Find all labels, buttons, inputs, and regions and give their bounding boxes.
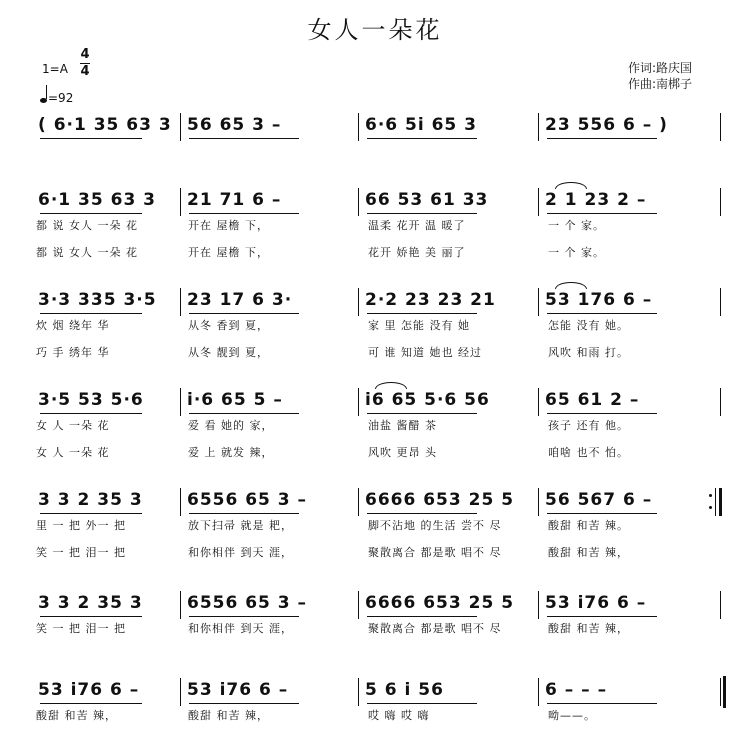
bar-line [180,591,181,619]
bar-line [538,288,539,316]
lyric-line: 孩子 还有 他。 [548,419,629,432]
tempo-value: =92 [48,91,74,105]
bar-line [358,113,359,141]
bar-line [720,113,721,141]
lyric-line: 脚不沾地 的生活 尝不 尽 [368,519,502,532]
bar-line [538,678,539,706]
lyric-line: 和你相伴 到天 涯， [188,622,293,635]
measure-notes: 21 71 6 – [187,190,282,210]
repeat-bar-line [715,488,716,516]
measure-notes: 23 17 6 3· [187,290,293,310]
composer: 作曲:南梆子 [627,77,692,91]
song-title: 女人一朵花 [307,16,443,44]
lyric-line: 和你相伴 到天 涯， [188,546,293,559]
beam-underline [367,213,477,214]
bar-line [538,388,539,416]
measure-notes: 23 556 6 – ) [545,115,668,135]
lyric-line: 开在 屋檐 下， [188,246,269,259]
lyric-line: 怎能 没有 她。 [548,319,629,332]
bar-line [358,388,359,416]
quarter-note-stem [46,85,47,99]
measure-notes: 3·3 335 3·5 [38,290,157,310]
measure-notes: 6·6 5i 65 3 [365,115,478,135]
measure-notes: 3 3 2 35 3 [38,593,143,613]
bar-line [358,288,359,316]
repeat-dot [709,494,712,497]
lyric-line: 酸甜 和苦 辣， [548,546,629,559]
lyric-line: 女 人 一朵 花 [36,419,110,432]
beam-underline [40,513,142,514]
beam-underline [189,413,299,414]
measure-notes: 56 65 3 – [187,115,282,135]
bar-line [180,388,181,416]
measure-notes: 6666 653 25 5 [365,593,515,613]
bar-line [180,678,181,706]
lyric-line: 一 个 家。 [548,246,605,259]
time-signature-numerator: 4 [80,47,90,62]
measure-notes: 2 1 23 2 – [545,190,647,210]
bar-line [538,488,539,516]
bar-line [358,488,359,516]
measure-notes: 6556 65 3 – [187,490,308,510]
lyric-line: 咱啥 也不 怕。 [548,446,629,459]
lyric-line: 从冬 靓到 夏， [188,346,269,359]
beam-underline [40,213,142,214]
measure-notes: 3·5 53 5·6 [38,390,144,410]
beam-underline [40,313,142,314]
lyric-line: 可 谁 知道 她也 经过 [368,346,482,359]
lyric-line: 都 说 女人 一朵 花 [36,246,138,259]
measure-notes: i6 65 5·6 56 [365,390,490,410]
beam-underline [547,513,657,514]
time-signature [80,48,90,79]
lyric-line: 笑 一 把 泪一 把 [36,622,126,635]
repeat-bar-line [719,488,722,516]
time-signature-denominator: 4 [80,64,90,79]
credits [628,60,692,92]
lyric-line: 放下扫帚 就是 耙， [188,519,293,532]
bar-line [180,288,181,316]
bar-line [538,591,539,619]
beam-underline [189,313,299,314]
beam-underline [189,513,299,514]
bar-line [720,678,721,706]
measure-notes: ( 6·1 35 63 3 [38,115,172,135]
beam-underline [367,616,477,617]
bar-line [358,591,359,619]
measure-notes: 6666 653 25 5 [365,490,515,510]
lyric-line: 温柔 花开 温 暖了 [368,219,466,232]
measure-notes: 53 i76 6 – [545,593,647,613]
lyric-line: 酸甜 和苦 辣。 [548,519,629,532]
lyric-line: 都 说 女人 一朵 花 [36,219,138,232]
bar-line [720,188,721,216]
slur-mark [555,182,587,189]
lyric-line: 花开 娇艳 美 丽了 [368,246,466,259]
measure-notes: 3 3 2 35 3 [38,490,143,510]
lyric-line: 酸甜 和苦 辣， [188,709,269,722]
lyric-line: 油盐 酱醋 茶 [368,419,437,432]
lyric-line: 女 人 一朵 花 [36,446,110,459]
lyric-line: 风吹 和雨 打。 [548,346,629,359]
measure-notes: 2·2 23 23 21 [365,290,496,310]
beam-underline [547,616,657,617]
measure-notes: 5 6 i 56 [365,680,444,700]
beam-underline [367,513,477,514]
repeat-dot [709,506,712,509]
measure-notes: i·6 65 5 – [187,390,283,410]
lyric-line: 巧 手 绣年 华 [36,346,110,359]
measure-notes: 56 567 6 – [545,490,653,510]
slur-mark [375,382,407,389]
beam-underline [367,413,477,414]
beam-underline [547,313,657,314]
measure-notes: 53 176 6 – [545,290,653,310]
final-bar-line [723,676,726,708]
beam-underline [367,138,477,139]
lyric-line: 从冬 香到 夏， [188,319,269,332]
beam-underline [189,703,299,704]
beam-underline [189,213,299,214]
key-signature: 1=A [42,62,68,76]
lyric-line: 笑 一 把 泪一 把 [36,546,126,559]
lyric-line: 里 一 把 外一 把 [36,519,126,532]
lyric-line: 酸甜 和苦 辣， [36,709,117,722]
bar-line [180,113,181,141]
beam-underline [547,703,657,704]
beam-underline [40,703,142,704]
measure-notes: 6·1 35 63 3 [38,190,157,210]
slur-mark [555,282,587,289]
beam-underline [367,703,477,704]
measure-notes: 6 – – – [545,680,608,700]
lyric-line: 炊 烟 绕年 华 [36,319,110,332]
bar-line [720,388,721,416]
lyric-line: 爱 上 就发 辣， [188,446,274,459]
bar-line [180,488,181,516]
bar-line [538,113,539,141]
lyric-line: 家 里 怎能 没有 她 [368,319,470,332]
measure-notes: 53 i76 6 – [38,680,140,700]
lyric-line: 聚散离合 都是歌 唱不 尽 [368,622,502,635]
beam-underline [367,313,477,314]
lyric-line: 聚散离合 都是歌 唱不 尽 [368,546,502,559]
measure-notes: 53 i76 6 – [187,680,289,700]
beam-underline [40,413,142,414]
measure-notes: 6556 65 3 – [187,593,308,613]
beam-underline [547,138,657,139]
lyric-line: 呦——。 [548,709,596,722]
tempo-marking [40,88,73,106]
beam-underline [40,138,142,139]
lyric-line: 一 个 家。 [548,219,605,232]
lyric-line: 哎 嗨 哎 嗨 [368,709,430,722]
beam-underline [189,138,299,139]
lyricist: 作词:路庆国 [627,61,692,75]
lyric-line: 爱 看 她的 家， [188,419,274,432]
lyric-line: 开在 屋檐 下， [188,219,269,232]
lyric-line: 酸甜 和苦 辣， [548,622,629,635]
bar-line [720,288,721,316]
bar-line [358,678,359,706]
beam-underline [40,616,142,617]
measure-notes: 66 53 61 33 [365,190,489,210]
bar-line [358,188,359,216]
lyric-line: 风吹 更昂 头 [368,446,437,459]
measure-notes: 65 61 2 – [545,390,640,410]
bar-line [538,188,539,216]
bar-line [720,591,721,619]
beam-underline [547,413,657,414]
beam-underline [189,616,299,617]
beam-underline [547,213,657,214]
bar-line [180,188,181,216]
